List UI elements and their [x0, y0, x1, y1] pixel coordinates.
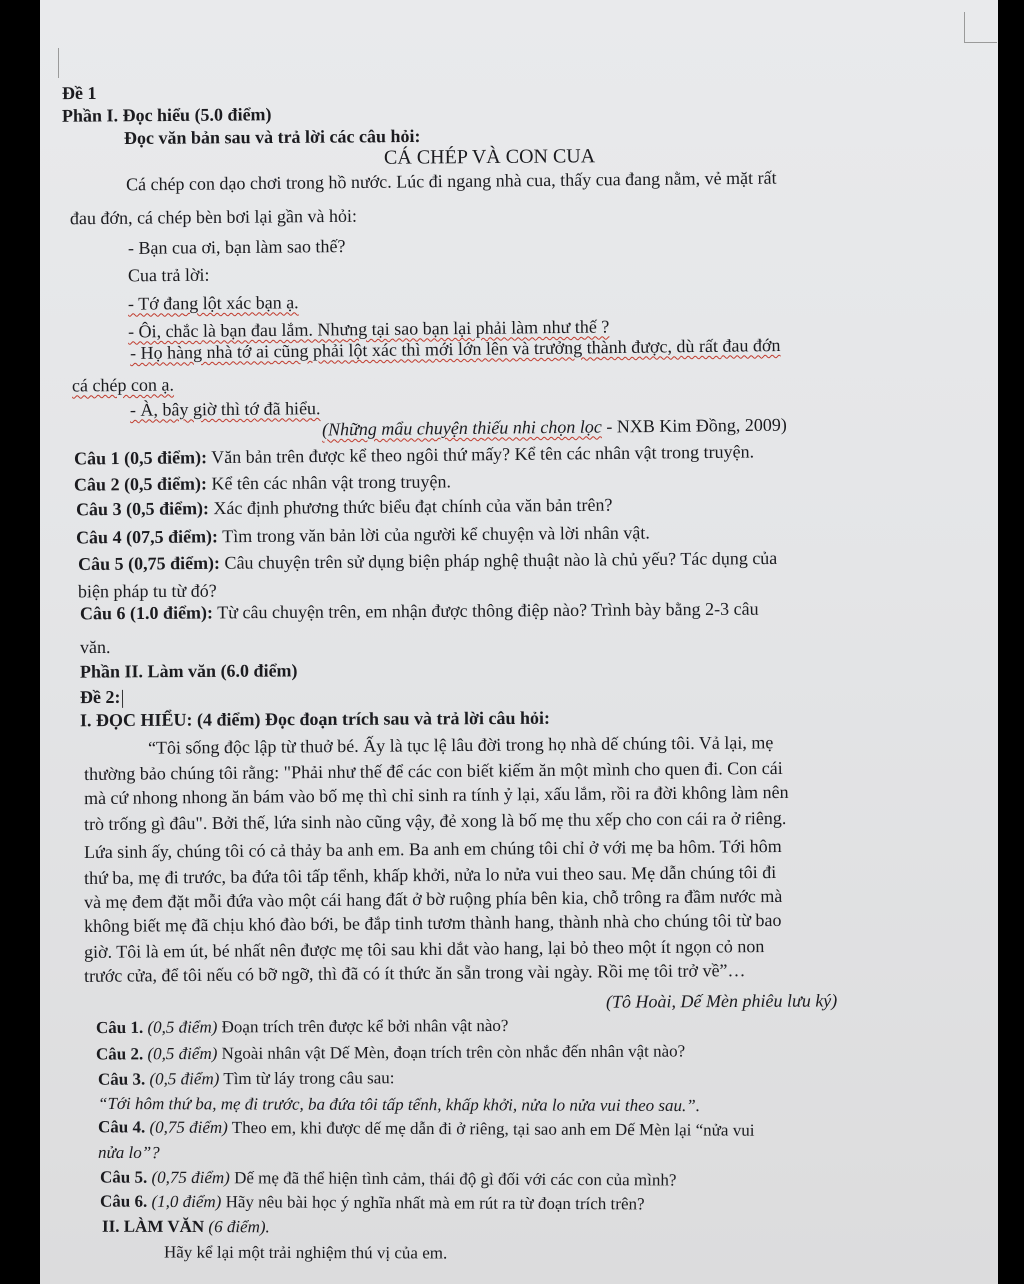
part-1-heading: Phần I. Đọc hiểu (5.0 điểm) — [61, 104, 272, 126]
passage-line: trước cửa, để tôi nếu có bỡ ngỡ, thì đã có ít thức ăn sẵn trong vài ngày. Rồi mẹ tôi trở về”… — [83, 960, 746, 986]
passage-line: giờ. Tôi là em út, bé nhất nên được mẹ tôi sau khi dắt vào hang, lại bỏ theo một ít ngọn cỏ non — [83, 936, 765, 962]
document-page — [40, 0, 998, 1284]
text-cursor — [122, 690, 123, 708]
question-points: (0,5 điểm) — [143, 1017, 218, 1037]
margin-corner-mark — [44, 48, 59, 78]
section-1-heading — [80, 707, 550, 731]
question-text: Hãy nêu bài học ý nghĩa nhất mà em rút ra từ đoạn trích trên? — [221, 1192, 645, 1214]
question-continuation: văn. — [79, 636, 111, 658]
question-points: (0,5 điểm) — [145, 1069, 220, 1089]
exam-heading-1: Đề 1 — [61, 82, 97, 104]
question-label: Câu 2. — [95, 1044, 144, 1064]
question — [100, 1166, 677, 1191]
reading-instruction: Đọc văn bản sau và trả lời các câu hỏi: — [123, 125, 421, 149]
story-line: - Họ hàng nhà tớ ai cũng phải lột xác thì mới lớn lên và trưởng thành được, dù rất đau đớn — [129, 335, 781, 363]
question-continuation: nửa lo”? — [97, 1142, 160, 1163]
section-2-points: (6 điểm). — [204, 1217, 270, 1237]
question — [98, 1067, 395, 1091]
question-label: Câu 4 (07,5 điểm): — [75, 526, 219, 548]
passage-source: (Tô Hoài, Dế Mèn phiêu lưu ký) — [605, 990, 838, 1012]
story-line: Cua trả lời: — [127, 264, 210, 286]
story-source — [322, 414, 787, 441]
question-label: Câu 3. — [97, 1069, 146, 1089]
question-label: Câu 4. — [97, 1117, 146, 1137]
question-points: (0,75 điểm) — [147, 1167, 230, 1188]
question — [76, 521, 650, 548]
question — [74, 440, 754, 469]
question-points: (0,75 điểm) — [145, 1117, 228, 1137]
source-publisher: - NXB Kim Đồng, 2009) — [601, 414, 787, 437]
story-line: đau đớn, cá chép bèn bơi lại gần và hỏi: — [69, 205, 358, 229]
question — [96, 1015, 509, 1039]
question — [78, 547, 777, 575]
question-text: Ngoài nhân vật Dế Mèn, đoạn trích trên còn nhắc đến nhân vật nào? — [217, 1041, 686, 1063]
question — [98, 1116, 755, 1141]
question-text: Từ câu chuyện trên, em nhận được thông điệp nào? Trình bày bằng 2-3 câu — [212, 598, 759, 623]
section-2-heading — [102, 1216, 270, 1239]
story-title: CÁ CHÉP VÀ CON CUA — [383, 145, 596, 169]
question-label: Câu 1 (0,5 điểm): — [73, 447, 208, 469]
question-text: Kể tên các nhân vật trong truyện. — [206, 471, 451, 494]
story-line: - Bạn cua ơi, bạn làm sao thế? — [127, 236, 346, 258]
section-1-label: I. ĐỌC HIỂU: (4 điểm) — [79, 709, 261, 731]
question-text: Tìm trong văn bản lời của người kể chuyện và lời nhân vật. — [217, 522, 650, 547]
exam-heading-2 — [80, 686, 124, 708]
question-text: Xác định phương thức biểu đạt chính của văn bản trên? — [208, 494, 613, 519]
question-label: Câu 6 (1.0 điểm): — [79, 602, 214, 624]
question-label: Câu 5 (0,75 điểm): — [77, 552, 221, 575]
exam-heading-2-label: Đề 2: — [79, 686, 121, 708]
question-text: Dế mẹ đã thể hiện tình cảm, thái độ gì đối với các con của mình? — [229, 1168, 677, 1190]
passage-line: “Tôi sống độc lập từ thuở bé. Ấy là tục lệ lâu đời trong họ nhà dế chúng tôi. Vả lại, mẹ — [147, 732, 774, 758]
passage-line: không biết mẹ đã chịu khó đào bới, be đắp tinh tươm thành hang, thành nhà cho chúng tôi từ bao — [83, 909, 782, 937]
source-title: (Những mẩu chuyện thiếu nhi chọn lọc — [321, 416, 602, 440]
question-text: Tìm từ láy trong câu sau: — [219, 1068, 395, 1089]
section-2-label: II. LÀM VĂN — [101, 1216, 205, 1237]
question-label: Câu 2 (0,5 điểm): — [73, 473, 208, 495]
question-label: Câu 5. — [99, 1167, 148, 1187]
question — [80, 598, 759, 625]
passage-line: thường bảo chúng tôi rằng: "Phải như thế để các con biết kiếm ăn một mình cho quen đi. Con cái — [83, 757, 783, 785]
part-2-heading: Phần II. Làm văn (6.0 điểm) — [79, 660, 298, 682]
passage-line: Lứa sinh ấy, chúng tôi có cả thảy ba anh em. Ba anh em chúng tôi chỉ ở với mẹ ba hôm. Tới hôm — [83, 835, 782, 863]
question-label: Câu 6. — [99, 1191, 148, 1211]
story-line: Cá chép con dạo chơi trong hồ nước. Lúc đi ngang nhà cua, thấy cua đang nằm, vẻ mặt rất — [125, 167, 777, 195]
question — [74, 470, 451, 495]
margin-corner-mark — [964, 12, 997, 43]
question-label: Câu 1. — [95, 1017, 144, 1038]
passage-line: mà cứ nhong nhong ăn bám vào bố mẹ thì chỉ sinh ra tính ỷ lại, xấu lắm, rồi ra đời không làm nên — [83, 781, 789, 809]
question-continuation: biện pháp tu từ đó? — [77, 580, 217, 602]
question — [100, 1191, 645, 1216]
question — [76, 494, 613, 521]
story-line: - À, bây giờ thì tớ đã hiểu. — [129, 398, 321, 420]
question-text: Văn bản trên được kể theo ngôi thứ mấy? Kể tên các nhân vật trong truyện. — [206, 441, 755, 468]
story-line: - Ôi, chắc là bạn đau lắm. Nhưng tại sao bạn lại phải làm như thế ? — [127, 316, 610, 342]
question-text: Câu chuyện trên sử dụng biện pháp nghệ thuật nào là chủ yếu? Tác dụng của — [219, 547, 778, 573]
question-text: Đoạn trích trên được kể bởi nhân vật nào? — [217, 1015, 509, 1037]
question-points: (0,5 điểm) — [143, 1043, 218, 1064]
passage-line: trò trống gì đâu". Bởi thế, lứa sinh nào cũng vậy, đẻ xong là bố mẹ thu xếp cho con cái ra ở riêng. — [83, 807, 787, 835]
question — [96, 1040, 685, 1065]
section-1-instruction: Đọc đoạn trích sau và trả lời câu hỏi: — [260, 707, 551, 730]
story-line: cá chép con ạ. — [71, 374, 175, 396]
passage-line: thứ ba, mẹ đi trước, ba đứa tôi tấp tểnh, khấp khởi, nửa lo nửa vui theo sau. Mẹ dẫn chúng tôi đi — [83, 861, 777, 889]
story-line: - Tớ đang lột xác bạn ạ. — [127, 292, 299, 314]
section-2-task: Hãy kể lại một trải nghiệm thú vị của em. — [163, 1242, 448, 1263]
question-points: (1,0 điểm) — [147, 1191, 222, 1212]
passage-line: và mẹ đem đặt mỗi đứa vào một cái hang đất ở bờ ruộng phía bên kia, chỗ trông ra đầm nước mà — [83, 885, 783, 913]
question-text: Theo em, khi được dế mẹ dẫn đi ở riêng, tại sao anh em Dế Mèn lại “nửa vui — [227, 1117, 755, 1140]
quoted-sentence: “Tới hôm thứ ba, mẹ đi trước, ba đứa tôi tấp tểnh, khấp khởi, nửa lo nửa vui theo sau.”. — [97, 1093, 701, 1116]
question-label: Câu 3 (0,5 điểm): — [75, 498, 210, 520]
